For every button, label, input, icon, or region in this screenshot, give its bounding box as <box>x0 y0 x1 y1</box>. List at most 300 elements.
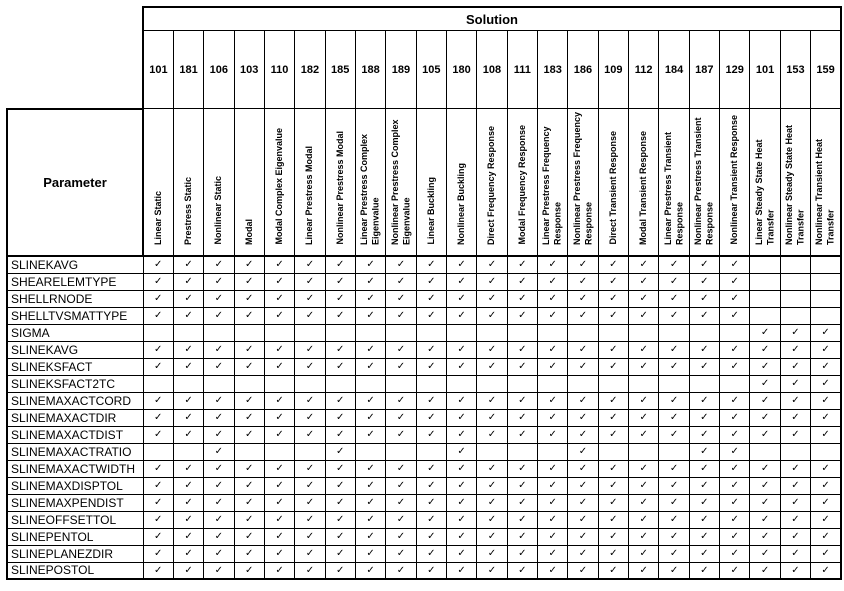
check-cell-checked: ✓ <box>295 358 325 375</box>
check-cell-empty <box>204 375 234 392</box>
check-cell-checked: ✓ <box>477 494 507 511</box>
check-cell-checked: ✓ <box>689 307 719 324</box>
solution-type-label: Linear Prestress Complex Eigenvalue <box>359 133 381 245</box>
check-cell-checked: ✓ <box>689 443 719 460</box>
check-cell-checked: ✓ <box>295 409 325 426</box>
check-cell-checked: ✓ <box>689 460 719 477</box>
check-cell-checked: ✓ <box>446 460 476 477</box>
check-cell-empty <box>416 443 446 460</box>
check-cell-checked: ✓ <box>477 545 507 562</box>
check-cell-checked: ✓ <box>446 528 476 545</box>
table-row <box>7 511 841 528</box>
check-cell-checked: ✓ <box>568 392 598 409</box>
check-cell-checked: ✓ <box>568 545 598 562</box>
check-cell-checked: ✓ <box>811 528 841 545</box>
check-cell-checked: ✓ <box>720 358 750 375</box>
check-cell-checked: ✓ <box>204 494 234 511</box>
check-cell-checked: ✓ <box>143 545 173 562</box>
check-cell-checked: ✓ <box>811 409 841 426</box>
check-cell-checked: ✓ <box>173 477 203 494</box>
check-cell-checked: ✓ <box>295 477 325 494</box>
solution-type-cell <box>386 109 416 257</box>
check-cell-checked: ✓ <box>537 562 567 579</box>
check-cell-checked: ✓ <box>446 477 476 494</box>
check-cell-checked: ✓ <box>537 511 567 528</box>
solution-code-182: 182 <box>295 31 325 109</box>
check-cell-checked: ✓ <box>568 256 598 273</box>
check-cell-checked: ✓ <box>537 392 567 409</box>
check-cell-checked: ✓ <box>386 256 416 273</box>
check-cell-checked: ✓ <box>477 562 507 579</box>
check-cell-empty <box>750 290 780 307</box>
check-cell-checked: ✓ <box>386 341 416 358</box>
solution-code-180: 180 <box>446 31 476 109</box>
solution-type-label: Nonlinear Static <box>213 176 224 245</box>
check-cell-checked: ✓ <box>446 426 476 443</box>
check-cell-checked: ✓ <box>598 511 628 528</box>
check-cell-checked: ✓ <box>598 477 628 494</box>
check-cell-checked: ✓ <box>264 545 294 562</box>
check-cell-checked: ✓ <box>659 256 689 273</box>
check-cell-checked: ✓ <box>811 511 841 528</box>
check-cell-empty <box>598 443 628 460</box>
check-cell-checked: ✓ <box>659 341 689 358</box>
check-cell-checked: ✓ <box>689 341 719 358</box>
check-cell-checked: ✓ <box>750 477 780 494</box>
check-cell-checked: ✓ <box>204 341 234 358</box>
check-cell-empty <box>173 443 203 460</box>
check-cell-empty <box>446 375 476 392</box>
parameter-name: SLINEPENTOL <box>7 528 143 545</box>
parameter-name: SHEARELEMTYPE <box>7 273 143 290</box>
solution-type-label: Linear Static <box>152 190 163 245</box>
solution-type-label: Nonlinear Steady State Heat Transfer <box>784 124 806 245</box>
check-cell-checked: ✓ <box>204 358 234 375</box>
check-cell-checked: ✓ <box>264 528 294 545</box>
parameter-name: SLINEKSFACT2TC <box>7 375 143 392</box>
check-cell-checked: ✓ <box>416 426 446 443</box>
check-cell-checked: ✓ <box>659 511 689 528</box>
check-cell-empty <box>355 375 385 392</box>
check-cell-checked: ✓ <box>355 290 385 307</box>
check-cell-checked: ✓ <box>507 426 537 443</box>
check-cell-checked: ✓ <box>295 562 325 579</box>
check-cell-checked: ✓ <box>659 273 689 290</box>
solution-code-159: 159 <box>811 31 841 109</box>
parameter-name: SLINEMAXDISPTOL <box>7 477 143 494</box>
check-cell-checked: ✓ <box>720 545 750 562</box>
check-cell-checked: ✓ <box>386 392 416 409</box>
check-cell-checked: ✓ <box>386 494 416 511</box>
check-cell-checked: ✓ <box>446 256 476 273</box>
check-cell-checked: ✓ <box>173 460 203 477</box>
check-cell-checked: ✓ <box>295 545 325 562</box>
check-cell-checked: ✓ <box>568 443 598 460</box>
check-cell-checked: ✓ <box>598 290 628 307</box>
check-cell-checked: ✓ <box>386 511 416 528</box>
check-cell-checked: ✓ <box>720 290 750 307</box>
check-cell-checked: ✓ <box>598 426 628 443</box>
check-cell-checked: ✓ <box>750 511 780 528</box>
check-cell-checked: ✓ <box>446 273 476 290</box>
check-cell-checked: ✓ <box>234 341 264 358</box>
check-cell-checked: ✓ <box>234 392 264 409</box>
check-cell-checked: ✓ <box>629 341 659 358</box>
check-cell-checked: ✓ <box>143 528 173 545</box>
check-cell-empty <box>325 324 355 341</box>
check-cell-checked: ✓ <box>750 409 780 426</box>
check-cell-checked: ✓ <box>477 290 507 307</box>
check-cell-checked: ✓ <box>507 511 537 528</box>
check-cell-empty <box>659 324 689 341</box>
check-cell-checked: ✓ <box>325 256 355 273</box>
check-cell-checked: ✓ <box>143 392 173 409</box>
check-cell-checked: ✓ <box>204 256 234 273</box>
check-cell-checked: ✓ <box>780 358 810 375</box>
check-cell-checked: ✓ <box>477 409 507 426</box>
check-cell-checked: ✓ <box>598 273 628 290</box>
corner-spacer <box>7 31 143 109</box>
solution-code-101: 101 <box>143 31 173 109</box>
solution-type-cell <box>507 109 537 257</box>
check-cell-checked: ✓ <box>629 426 659 443</box>
check-cell-checked: ✓ <box>720 477 750 494</box>
check-cell-empty <box>264 324 294 341</box>
check-cell-checked: ✓ <box>143 460 173 477</box>
check-cell-checked: ✓ <box>295 256 325 273</box>
solution-code-188: 188 <box>355 31 385 109</box>
check-cell-checked: ✓ <box>689 358 719 375</box>
check-cell-checked: ✓ <box>386 562 416 579</box>
check-cell-checked: ✓ <box>689 426 719 443</box>
check-cell-checked: ✓ <box>780 511 810 528</box>
check-cell-checked: ✓ <box>720 256 750 273</box>
check-cell-checked: ✓ <box>477 528 507 545</box>
check-cell-checked: ✓ <box>416 307 446 324</box>
check-cell-checked: ✓ <box>720 409 750 426</box>
check-cell-checked: ✓ <box>234 477 264 494</box>
check-cell-checked: ✓ <box>234 358 264 375</box>
check-cell-empty <box>659 443 689 460</box>
check-cell-checked: ✓ <box>416 273 446 290</box>
check-cell-checked: ✓ <box>325 290 355 307</box>
check-cell-checked: ✓ <box>264 256 294 273</box>
solution-type-cell <box>750 109 780 257</box>
check-cell-empty <box>750 273 780 290</box>
check-cell-checked: ✓ <box>143 273 173 290</box>
check-cell-checked: ✓ <box>720 307 750 324</box>
check-cell-empty <box>811 273 841 290</box>
check-cell-checked: ✓ <box>780 409 810 426</box>
check-cell-checked: ✓ <box>446 290 476 307</box>
check-cell-checked: ✓ <box>689 409 719 426</box>
check-cell-checked: ✓ <box>689 562 719 579</box>
check-cell-checked: ✓ <box>264 494 294 511</box>
check-cell-checked: ✓ <box>507 290 537 307</box>
check-cell-checked: ✓ <box>507 494 537 511</box>
check-cell-checked: ✓ <box>477 341 507 358</box>
check-cell-checked: ✓ <box>234 545 264 562</box>
check-cell-checked: ✓ <box>325 358 355 375</box>
solution-code-186: 186 <box>568 31 598 109</box>
solution-type-label: Modal Complex Eigenvalue <box>273 128 284 245</box>
check-cell-checked: ✓ <box>264 409 294 426</box>
check-cell-checked: ✓ <box>629 460 659 477</box>
solution-code-109: 109 <box>598 31 628 109</box>
check-cell-empty <box>659 375 689 392</box>
check-cell-checked: ✓ <box>780 477 810 494</box>
solution-code-183: 183 <box>537 31 567 109</box>
solution-type-label: Nonlinear Prestress Modal <box>334 131 345 245</box>
check-cell-checked: ✓ <box>355 511 385 528</box>
check-cell-checked: ✓ <box>264 358 294 375</box>
check-cell-checked: ✓ <box>264 477 294 494</box>
check-cell-checked: ✓ <box>204 528 234 545</box>
check-cell-checked: ✓ <box>689 273 719 290</box>
check-cell-checked: ✓ <box>234 273 264 290</box>
check-cell-checked: ✓ <box>537 494 567 511</box>
solution-code-184: 184 <box>659 31 689 109</box>
check-cell-checked: ✓ <box>355 426 385 443</box>
solution-type-cell <box>325 109 355 257</box>
parameter-name: SHELLTVSMATTYPE <box>7 307 143 324</box>
solution-type-cell <box>204 109 234 257</box>
check-cell-checked: ✓ <box>325 341 355 358</box>
check-cell-checked: ✓ <box>507 409 537 426</box>
solution-type-cell <box>416 109 446 257</box>
table-row <box>7 477 841 494</box>
check-cell-checked: ✓ <box>143 358 173 375</box>
check-cell-checked: ✓ <box>659 307 689 324</box>
parameter-header: Parameter <box>7 109 143 257</box>
check-cell-checked: ✓ <box>386 273 416 290</box>
check-cell-checked: ✓ <box>204 477 234 494</box>
solution-code-187: 187 <box>689 31 719 109</box>
check-cell-checked: ✓ <box>295 426 325 443</box>
check-cell-checked: ✓ <box>143 307 173 324</box>
check-cell-checked: ✓ <box>446 443 476 460</box>
check-cell-checked: ✓ <box>689 392 719 409</box>
check-cell-checked: ✓ <box>507 562 537 579</box>
check-cell-checked: ✓ <box>507 358 537 375</box>
solution-type-cell <box>477 109 507 257</box>
check-cell-checked: ✓ <box>386 545 416 562</box>
check-cell-checked: ✓ <box>689 290 719 307</box>
check-cell-checked: ✓ <box>750 358 780 375</box>
check-cell-checked: ✓ <box>325 528 355 545</box>
solution-code-112: 112 <box>629 31 659 109</box>
check-cell-checked: ✓ <box>750 324 780 341</box>
check-cell-checked: ✓ <box>325 477 355 494</box>
check-cell-checked: ✓ <box>204 443 234 460</box>
parameter-name: SLINEOFFSETTOL <box>7 511 143 528</box>
check-cell-checked: ✓ <box>750 375 780 392</box>
check-cell-checked: ✓ <box>780 324 810 341</box>
solution-code-181: 181 <box>173 31 203 109</box>
check-cell-checked: ✓ <box>507 307 537 324</box>
check-cell-checked: ✓ <box>780 341 810 358</box>
check-cell-checked: ✓ <box>659 477 689 494</box>
solution-type-cell <box>689 109 719 257</box>
check-cell-checked: ✓ <box>143 341 173 358</box>
check-cell-empty <box>386 324 416 341</box>
check-cell-checked: ✓ <box>264 392 294 409</box>
check-cell-checked: ✓ <box>416 392 446 409</box>
check-cell-empty <box>295 324 325 341</box>
check-cell-checked: ✓ <box>416 409 446 426</box>
check-cell-checked: ✓ <box>173 392 203 409</box>
check-cell-checked: ✓ <box>811 494 841 511</box>
table-row <box>7 358 841 375</box>
check-cell-checked: ✓ <box>811 358 841 375</box>
check-cell-checked: ✓ <box>507 528 537 545</box>
check-cell-checked: ✓ <box>143 511 173 528</box>
check-cell-checked: ✓ <box>355 477 385 494</box>
parameter-name: SLINEMAXACTDIST <box>7 426 143 443</box>
check-cell-empty <box>446 324 476 341</box>
check-cell-checked: ✓ <box>537 528 567 545</box>
check-cell-checked: ✓ <box>386 477 416 494</box>
check-cell-checked: ✓ <box>416 477 446 494</box>
check-cell-checked: ✓ <box>173 290 203 307</box>
solution-type-label: Nonlinear Prestress Transient Response <box>693 117 715 245</box>
table-row <box>7 256 841 273</box>
check-cell-checked: ✓ <box>446 392 476 409</box>
check-cell-checked: ✓ <box>659 409 689 426</box>
parameter-name: SLINEPLANEZDIR <box>7 545 143 562</box>
check-cell-checked: ✓ <box>325 426 355 443</box>
parameter-name: SLINEMAXACTWIDTH <box>7 460 143 477</box>
check-cell-checked: ✓ <box>720 562 750 579</box>
check-cell-checked: ✓ <box>355 545 385 562</box>
check-cell-checked: ✓ <box>416 545 446 562</box>
check-cell-empty <box>295 443 325 460</box>
solution-type-cell <box>598 109 628 257</box>
solution-type-label: Nonlinear Transient Heat Transfer <box>814 138 836 245</box>
check-cell-checked: ✓ <box>780 460 810 477</box>
check-cell-checked: ✓ <box>355 460 385 477</box>
check-cell-checked: ✓ <box>416 341 446 358</box>
check-cell-checked: ✓ <box>173 358 203 375</box>
check-cell-checked: ✓ <box>234 460 264 477</box>
solution-type-label: Prestress Static <box>182 176 193 245</box>
check-cell-checked: ✓ <box>355 528 385 545</box>
check-cell-checked: ✓ <box>568 494 598 511</box>
check-cell-checked: ✓ <box>568 528 598 545</box>
table-row <box>7 562 841 579</box>
check-cell-checked: ✓ <box>446 307 476 324</box>
check-cell-checked: ✓ <box>629 545 659 562</box>
check-cell-empty <box>507 443 537 460</box>
check-cell-checked: ✓ <box>416 460 446 477</box>
check-cell-empty <box>811 443 841 460</box>
check-cell-checked: ✓ <box>507 392 537 409</box>
check-cell-empty <box>173 375 203 392</box>
check-cell-checked: ✓ <box>507 460 537 477</box>
check-cell-checked: ✓ <box>780 426 810 443</box>
check-cell-checked: ✓ <box>325 392 355 409</box>
parameter-name: SLINEPOSTOL <box>7 562 143 579</box>
solution-code-189: 189 <box>386 31 416 109</box>
solution-code-110: 110 <box>264 31 294 109</box>
check-cell-checked: ✓ <box>204 426 234 443</box>
check-cell-empty <box>568 324 598 341</box>
solution-parameter-table <box>6 6 842 580</box>
solution-type-label: Linear Prestress Transient Response <box>662 131 685 245</box>
solution-type-label: Linear Buckling <box>425 177 436 245</box>
check-cell-checked: ✓ <box>416 562 446 579</box>
check-cell-checked: ✓ <box>568 358 598 375</box>
parameter-name: SHELLRNODE <box>7 290 143 307</box>
check-cell-checked: ✓ <box>143 477 173 494</box>
solution-header-row <box>7 7 841 31</box>
check-cell-checked: ✓ <box>143 426 173 443</box>
check-cell-empty <box>264 443 294 460</box>
parameter-name: SLINEMAXPENDIST <box>7 494 143 511</box>
check-cell-checked: ✓ <box>811 426 841 443</box>
check-cell-empty <box>811 256 841 273</box>
check-cell-checked: ✓ <box>507 545 537 562</box>
solution-type-label: Modal <box>243 219 254 245</box>
check-cell-checked: ✓ <box>720 273 750 290</box>
check-cell-checked: ✓ <box>477 392 507 409</box>
check-cell-checked: ✓ <box>598 358 628 375</box>
check-cell-checked: ✓ <box>598 409 628 426</box>
check-cell-checked: ✓ <box>598 256 628 273</box>
check-cell-checked: ✓ <box>811 375 841 392</box>
check-cell-empty <box>629 375 659 392</box>
solution-type-label: Nonlinear Prestress Complex Eigenvalue <box>389 119 411 245</box>
check-cell-checked: ✓ <box>325 562 355 579</box>
check-cell-checked: ✓ <box>477 256 507 273</box>
check-cell-checked: ✓ <box>629 528 659 545</box>
check-cell-checked: ✓ <box>720 426 750 443</box>
check-cell-checked: ✓ <box>477 358 507 375</box>
check-cell-empty <box>507 324 537 341</box>
check-cell-checked: ✓ <box>295 273 325 290</box>
check-cell-checked: ✓ <box>537 358 567 375</box>
check-cell-checked: ✓ <box>416 256 446 273</box>
check-cell-empty <box>720 324 750 341</box>
check-cell-checked: ✓ <box>629 562 659 579</box>
check-cell-checked: ✓ <box>780 545 810 562</box>
check-cell-checked: ✓ <box>325 511 355 528</box>
check-cell-checked: ✓ <box>143 256 173 273</box>
solution-type-label: Direct Transient Response <box>607 131 618 245</box>
check-cell-checked: ✓ <box>507 256 537 273</box>
check-cell-checked: ✓ <box>720 443 750 460</box>
check-cell-checked: ✓ <box>264 426 294 443</box>
check-cell-checked: ✓ <box>264 511 294 528</box>
check-cell-empty <box>629 324 659 341</box>
check-cell-checked: ✓ <box>629 409 659 426</box>
check-cell-empty <box>234 375 264 392</box>
check-cell-checked: ✓ <box>629 273 659 290</box>
check-cell-empty <box>537 375 567 392</box>
check-cell-checked: ✓ <box>780 494 810 511</box>
check-cell-checked: ✓ <box>537 256 567 273</box>
solution-type-cell <box>173 109 203 257</box>
check-cell-checked: ✓ <box>173 528 203 545</box>
solution-type-cell <box>143 109 173 257</box>
check-cell-checked: ✓ <box>204 460 234 477</box>
parameter-name: SLINEKSFACT <box>7 358 143 375</box>
check-cell-checked: ✓ <box>477 307 507 324</box>
check-cell-checked: ✓ <box>173 545 203 562</box>
check-cell-checked: ✓ <box>234 426 264 443</box>
check-cell-empty <box>234 324 264 341</box>
check-cell-checked: ✓ <box>446 494 476 511</box>
